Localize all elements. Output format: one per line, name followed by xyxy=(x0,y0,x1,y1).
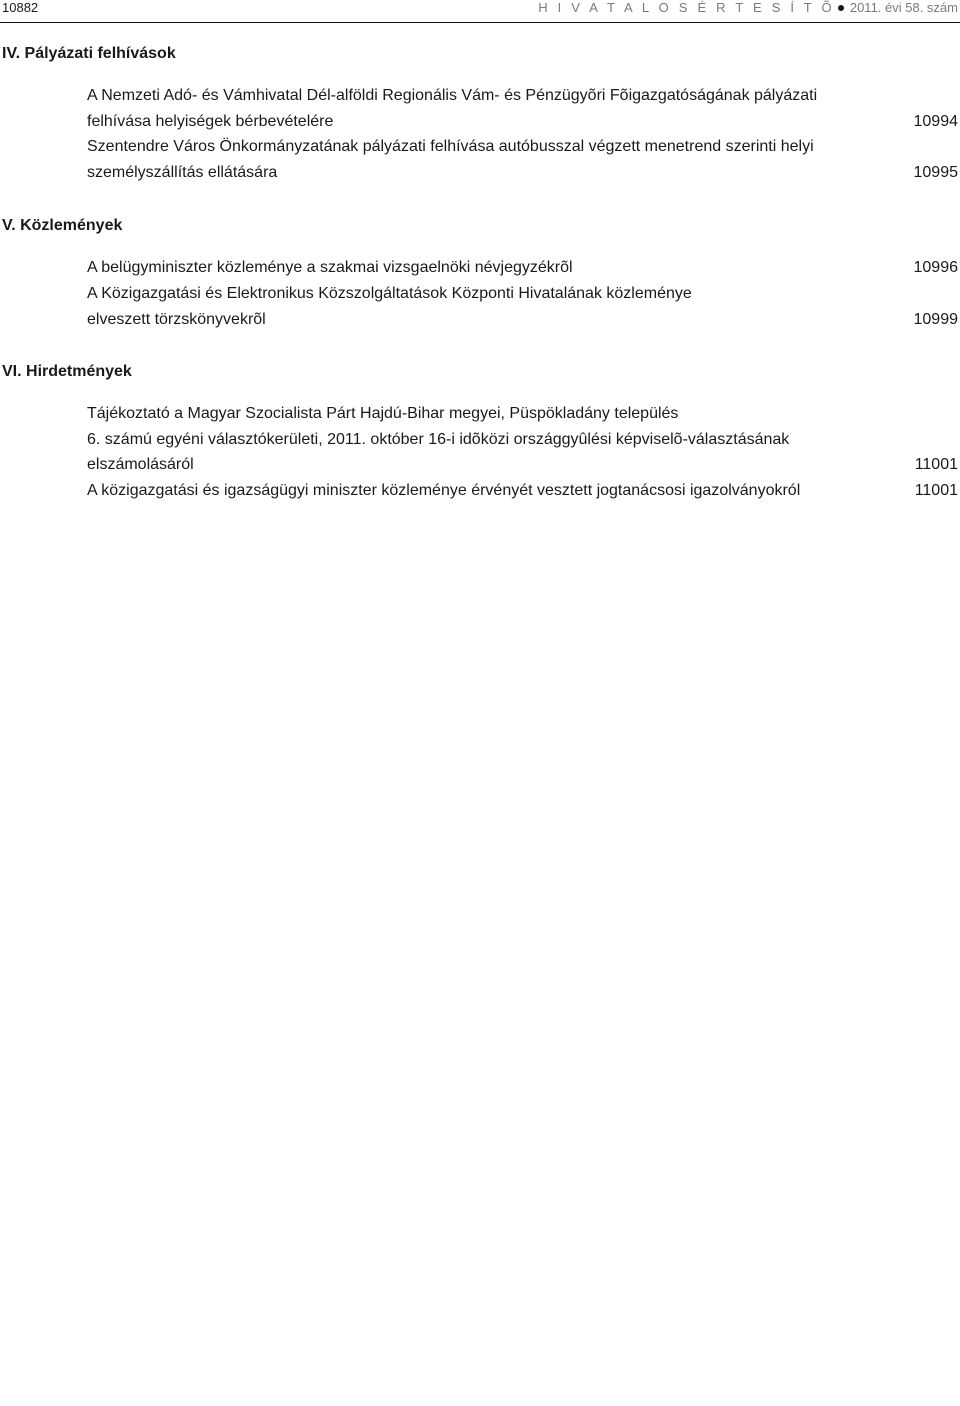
journal-name: H I V A T A L O S É R T E S Í T Õ xyxy=(538,0,835,15)
page-number: 10882 xyxy=(2,0,39,15)
entry-line-text: elszámolásáról xyxy=(87,456,194,473)
entry-line: A Közigazgatási és Elektronikus Közszolgáltatások Központi Hivatalának közleménye xyxy=(87,285,692,302)
entry-line: A Nemzeti Adó- és Vámhivatal Dél-alföldi Regionális Vám- és Pénzügyõri Fõigazgatóságának pályázati xyxy=(87,87,818,104)
toc-entry xyxy=(87,83,958,134)
toc-entry xyxy=(87,134,958,185)
entry-line-last xyxy=(87,452,958,478)
page-header xyxy=(0,0,960,23)
section-title-vi: VI. Hirdetmények xyxy=(2,363,132,380)
entry-line-text: A belügyminiszter közleménye a szakmai vizsgaelnöki névjegyzékrõl xyxy=(87,259,573,276)
entry-line-last xyxy=(87,307,958,333)
entry-line-text: elveszett törzskönyvekrõl xyxy=(87,310,266,328)
entry-page-number: 11001 xyxy=(914,456,958,473)
bullet-icon xyxy=(838,5,844,11)
journal-title xyxy=(538,0,958,16)
entry-line-text: személyszállítás ellátására xyxy=(87,163,278,181)
entry-page-number: 10999 xyxy=(913,310,958,328)
toc-entry xyxy=(87,478,958,504)
entry-line-last xyxy=(87,478,958,504)
entry-line-text: A közigazgatási és igazságügyi miniszter közleménye érvényét vesztett jogtanácsosi igazolványokról xyxy=(87,482,801,499)
toc-entry xyxy=(87,401,958,478)
toc-entry xyxy=(87,281,958,332)
section-title-v: V. Közlemények xyxy=(2,217,123,234)
entry-line-text: felhívása helyiségek bérbevételére xyxy=(87,112,334,130)
entry-page-number: 10996 xyxy=(913,259,958,276)
section-title-iv: IV. Pályázati felhívások xyxy=(2,45,176,62)
entry-line-last xyxy=(87,109,958,135)
entry-line-last xyxy=(87,255,958,281)
issue-number: 2011. évi 58. szám xyxy=(849,0,958,15)
entry-line: Tájékoztató a Magyar Szocialista Párt Hajdú-Bihar megyei, Püspökladány település xyxy=(87,405,679,422)
entry-line-last xyxy=(87,160,958,186)
entry-line: 6. számú egyéni választókerületi, 2011. október 16-i idõközi országgyûlési képviselõ-választásának xyxy=(87,430,790,448)
entry-page-number: 10994 xyxy=(913,112,958,130)
entry-line: Szentendre Város Önkormányzatának pályázati felhívása autóbusszal végzett menetrend szerinti helyi xyxy=(87,138,814,155)
entry-page-number: 11001 xyxy=(914,482,958,499)
toc-entry xyxy=(87,255,958,281)
entry-page-number: 10995 xyxy=(913,163,958,181)
